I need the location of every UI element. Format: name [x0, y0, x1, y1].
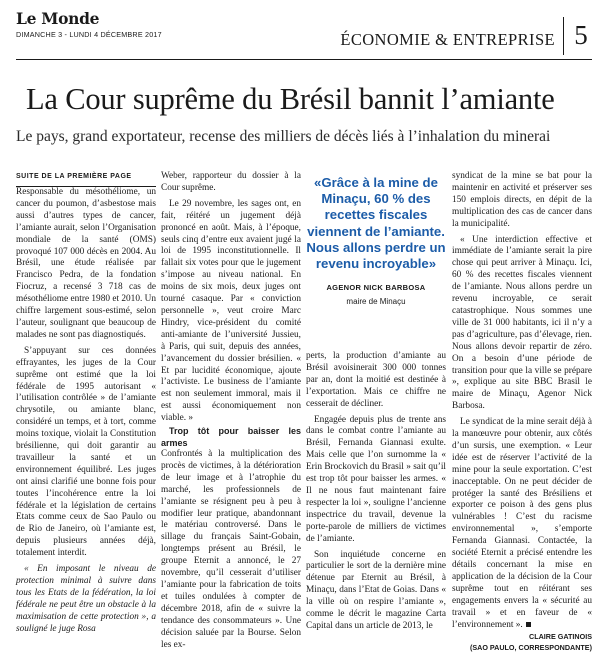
paragraph-text: Le syndicat de la mine serait déjà à la manœuvre pour obtenir, aux côtés d’un sursis, une exemption. « Leur idée est de réserver l’activité de la mine pour la seule exportation. C’est inacceptable. On ne peut décider de protéger la santé des Brésiliens et exporter ce poison à des gens plus vulnérables ! C’est du racisme environnemental », s’emporte Fernanda Giannasi. Contactée, la société Eternit a précisé entendre les détails concernant la mise en application de la décision de la Cour suprême tout en réitérant ses engagements envers la « sécurité au travail » et en faveur de « l’environnement ». [452, 417, 592, 630]
paragraph: Engagée depuis plus de trente ans dans le combat contre l’amiante au Brésil, Fernanda Giannasi exulte. Mais celle que l’on surnomme la « Erin Brockovich du Brasil » sait qu’il est trop tôt pour baisser les armes. « Il ne nous faut maintenant faire respecter la loi », souligne l’ancienne inspectrice du travail, devenue la porte-parole de milliers de victimes de l’amiante. [306, 414, 446, 544]
paragraph: S’appuyant sur ces données effrayantes, les juges de la Cour suprême ont estimé que la loi fédérale de 1995 autorisant « l’utilisation contrôlée » de l’amiante chrysotile, ou amiante blanc, considéré un temps, et à tort, comme moins toxique, violait la Constitution brésilienne, qui doit garantir au travailleur la santé et un environnement équilibré. Les juges ont ainsi clarifié une bonne fois pour toutes l’incohérence entre la loi fédérale et la législation de certains Etats comme ceux de Sao Paulo ou de Rio de Janeiro, où l’amiante est, depuis plusieurs années déjà, totalement interdit. [16, 345, 156, 559]
pull-quote [306, 171, 446, 308]
pull-quote-role: maire de Minaçu [346, 297, 406, 307]
byline-author: CLAIRE GATINOIS [529, 632, 592, 642]
paragraph: perts, la production d’amiante au Brésil avoisinerait 300 000 tonnes par an, dont la moitié est destinée à l’exportation. Mais ce chiffre ne cesserait de décliner. [306, 351, 446, 409]
page-number: 5 [574, 20, 588, 50]
paragraph: syndicat de la mine se bat pour la maintenir en activité et préserver ses 150 emplois directs, en dépit de la multiplication des cas de cancer dans la municipalité. [452, 171, 592, 229]
pull-quote-author: AGENOR NICK BARBOSA [326, 283, 426, 293]
pull-quote-text: «Grâce à la mine de Minaçu, 60 % des recettes fiscales viennent de l’amiante. Nous allons perdre un revenu incroyable» [306, 175, 446, 272]
article-column-1 [16, 171, 156, 634]
end-of-article-mark [526, 622, 531, 627]
header-rule [16, 59, 592, 60]
dateline: DIMANCHE 3 - LUNDI 4 DÉCEMBRE 2017 [16, 30, 162, 39]
paragraph: Confrontés à la multiplication des procès de victimes, à la détérioration de leur image et à l’atrophie du marché, les professionnels de l’amiante se résignent peu à peu à modifier leur pratique, abandonnant le matériau controversé. Dans le sillage du français Saint-Gobain, longtemps présent au Brésil, le groupe Eternit a annoncé, le 27 novembre, qu’il cesserait d’utiliser l’amiante pour la fabrication de toits et tuiles ondulées à compter de décembre 2018, afin de « suivre la tendance des consommateurs ». Une décision saluée par la Bourse. Selon les ex- [161, 449, 301, 650]
section-divider [563, 17, 564, 55]
subhead: Trop tôt pour baisser les armes [161, 426, 301, 449]
paragraph: « En imposant le niveau de protection minimal à suivre dans tous les Etats de la fédération, la loi fédérale ne peut être un obstacle à la maximisation de cette protection », a souligné le juge Rosa [16, 564, 156, 634]
masthead-logo: Le Monde [16, 9, 100, 28]
article-column-3 [306, 171, 446, 631]
headline: La Cour suprême du Brésil bannit l’amiante [26, 82, 555, 116]
paragraph: « Une interdiction effective et immédiate de l’amiante serait la pire chose qui peut arriver à Minaçu. Ici, 60 % des recettes fiscales viennent de l’amiante. Nous allons perdre un revenu incroyable, ce serait catastrophique. Nous sommes une ville de 31 000 habitants, ici il n’y a pas d’agriculture, pas d’élevage, rien. Nous allons devoir repartir de zéro. On a besoin d’une période de transition pour que la ville se prépare », explique au site BBC Brasil le maire de Minaçu, Agenor Nick Barbosa. [452, 234, 592, 412]
paragraph: Weber, rapporteur du dossier à la Cour suprême. [161, 171, 301, 193]
paragraph: Responsable du mésothéliome, un cancer du poumon, d’asbestose mais aussi d’autres types de cancer, l’amiante aurait, selon l’Organisation mondiale de la santé (OMS) provoqué 107 000 décès en 2004. Au Brésil, une étude réalisée par Francisco Pedra, de la fondation Fiocruz, a recensé 3 718 cas de mésothéliome entre 1980 et 2010. Un chiffre largement sous-estimé, selon l’auteur, soulignant que beaucoup de malades ne sont pas diagnostiqués. [16, 187, 156, 340]
byline-location: (SAO PAULO, CORRESPONDANTE) [469, 643, 592, 653]
article-column-4 [452, 171, 592, 653]
column-3-body [306, 351, 446, 633]
paragraph: Son inquiétude concerne en particulier le sort de la dernière mine détenue par Eternit au Brésil, à Minaçu, dans l’Etat de Goias. Dans « la ville où on respire l’amiante », comme le décrit le magazine Carta Capital dans un article de 2013, le [306, 549, 446, 631]
continued-label: SUITE DE LA PREMIÈRE PAGE [16, 171, 156, 187]
paragraph [452, 417, 592, 631]
section-title: ÉCONOMIE & ENTREPRISE [340, 30, 555, 49]
paragraph: Le 29 novembre, les sages ont, en fait, réitéré un jugement déjà prononcé en août. Mais, à l’époque, seuls cinq d’entre eux avaient jugé la loi de 1995 inconstitutionnelle. Il fallait six votes pour que le jugement s’impose au niveau national. En moins de six mois, deux juges ont tourné casaque. Par « conviction personnelle », veut croire Marc Hindry, vice-président du comité anti-amiante de l’université Jussieu, à Paris, qui suit, depuis des années, l’avancement du dossier brésilien. « Et par lucidité économique, ajoute l’activiste. Le business de l’amiante est non seulement immoral, mais il est aussi économiquement non viable. » [161, 198, 301, 424]
article-column-2 [161, 171, 301, 650]
deck: Le pays, grand exportateur, recense des milliers de décès liés à l’inhalation du minerai [16, 128, 551, 145]
